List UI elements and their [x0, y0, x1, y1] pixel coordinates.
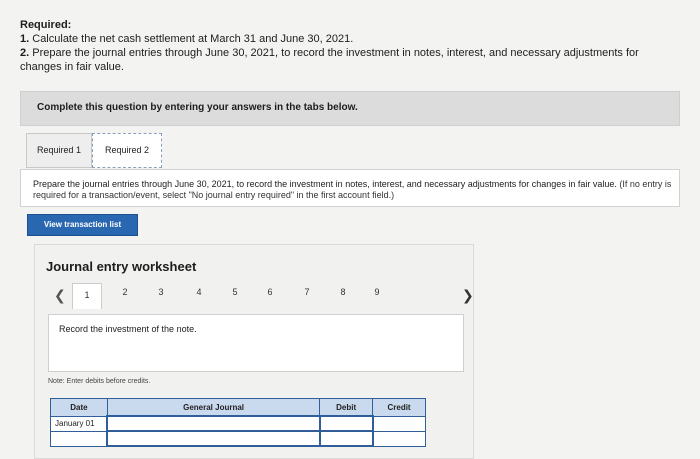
credit-field[interactable]	[373, 431, 426, 446]
debit-credit-note: Note: Enter debits before credits.	[48, 378, 151, 385]
journal-table	[50, 398, 426, 447]
chevron-right-icon[interactable]: ❯	[462, 287, 474, 303]
required-item-2: 2. Prepare the journal entries through June 30, 2021, to record the investment in notes, interest, and necessary adjustments for changes in fair value.	[20, 47, 639, 73]
debit-field[interactable]	[320, 416, 373, 431]
col-credit: Credit	[373, 399, 426, 417]
table-row	[51, 416, 426, 431]
journal-header-row	[51, 399, 426, 417]
instructions-text: Prepare the journal entries through June 30, 2021, to record the investment in notes, interest, and necessary adjustments for changes in fair value. (If no entry is required for a transaction/event, select "No journal entry required" in the first account field.)	[33, 179, 672, 200]
tab-required-1[interactable]: Required 1	[26, 133, 92, 168]
view-transaction-list-button[interactable]: View transaction list	[27, 214, 138, 236]
page-2[interactable]: 2	[122, 287, 128, 297]
col-debit: Debit	[320, 399, 373, 417]
instructions-panel	[20, 169, 680, 207]
credit-field[interactable]	[373, 416, 426, 431]
page-7[interactable]: 7	[304, 287, 310, 297]
worksheet-pager	[48, 283, 478, 309]
page-8[interactable]: 8	[340, 287, 346, 297]
page-4[interactable]: 4	[196, 287, 202, 297]
account-field[interactable]	[107, 431, 319, 446]
page-3[interactable]: 3	[158, 287, 164, 297]
date-cell[interactable]: January 01	[51, 416, 108, 431]
date-cell[interactable]	[51, 431, 108, 446]
account-field[interactable]	[107, 416, 319, 431]
required-item-1: 1. Calculate the net cash settlement at March 31 and June 30, 2021.	[20, 33, 354, 45]
page-5[interactable]: 5	[232, 287, 238, 297]
banner-text: Complete this question by entering your answers in the tabs below.	[37, 102, 358, 113]
page-6[interactable]: 6	[267, 287, 273, 297]
worksheet-title: Journal entry worksheet	[46, 259, 197, 274]
record-instruction-box	[48, 314, 464, 372]
col-general-journal: General Journal	[107, 399, 319, 417]
required-section	[20, 18, 670, 74]
tab-required-2[interactable]: Required 2	[92, 133, 162, 168]
col-date: Date	[51, 399, 108, 417]
instructions-note: (If no entry is required for a transaction/event, select "No journal entry required" in the first account field.)	[33, 179, 672, 200]
debit-field[interactable]	[320, 431, 373, 446]
record-text: Record the investment of the note.	[59, 324, 197, 334]
table-row	[51, 431, 426, 446]
page-1[interactable]: 1	[72, 283, 102, 309]
instructions-banner	[20, 91, 680, 126]
required-heading: Required:	[20, 19, 72, 31]
page-9[interactable]: 9	[374, 287, 380, 297]
chevron-left-icon[interactable]: ❮	[54, 287, 66, 303]
